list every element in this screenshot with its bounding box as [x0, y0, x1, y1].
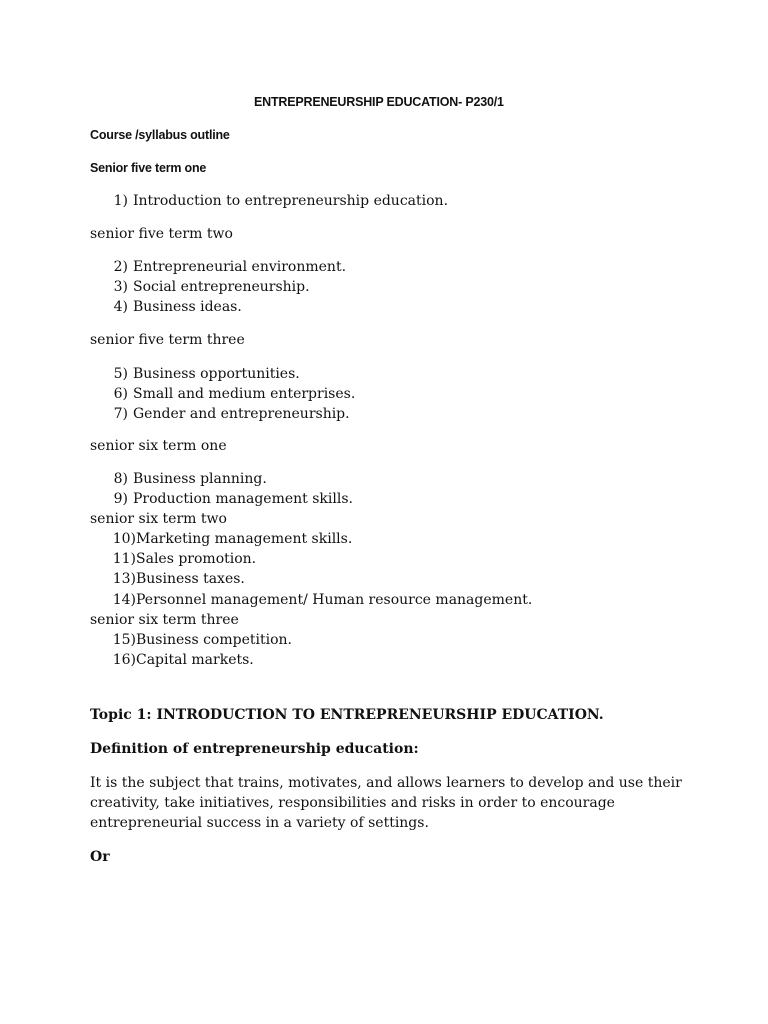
list-text: Introduction to entrepreneurship education.	[133, 193, 449, 209]
list-item	[106, 366, 300, 382]
list-text: Gender and entrepreneurship.	[133, 406, 350, 422]
section-heading-s5t2: senior five term two	[90, 226, 233, 242]
list-number: 14)	[112, 592, 136, 608]
list-item	[106, 571, 245, 587]
list-text: Sales promotion.	[136, 551, 257, 567]
list-number: 7)	[113, 406, 128, 422]
list-text: Capital markets.	[136, 652, 254, 668]
list-item	[106, 406, 350, 422]
list-item	[106, 279, 310, 295]
section-heading-s6t3: senior six term three	[90, 612, 239, 628]
list-item	[106, 652, 254, 668]
list-text: Business planning.	[133, 471, 267, 487]
list-text: Small and medium enterprises.	[133, 386, 356, 402]
definition-heading: Definition of entrepreneurship education:	[90, 741, 419, 757]
list-item	[106, 551, 256, 567]
list-number: 5)	[113, 366, 128, 382]
list-item	[106, 386, 355, 402]
list-item	[106, 299, 242, 315]
list-number: 11)	[112, 551, 136, 567]
section-heading-s5t3: senior five term three	[90, 332, 245, 348]
list-number: 15)	[112, 632, 136, 648]
list-number: 8)	[113, 471, 128, 487]
list-text: Production management skills.	[133, 491, 353, 507]
list-number: 2)	[113, 259, 128, 275]
list-item	[106, 531, 352, 547]
list-item	[106, 259, 346, 275]
section-heading-s5t1: Senior five term one	[90, 161, 207, 175]
list-text: Marketing management skills.	[136, 531, 353, 547]
list-text: Social entrepreneurship.	[133, 279, 310, 295]
list-text: Personnel management/ Human resource management.	[136, 592, 533, 608]
list-item	[106, 632, 292, 648]
list-item	[106, 491, 353, 507]
list-number: 3)	[113, 279, 128, 295]
document-title: ENTREPRENEURSHIP EDUCATION- P230/1	[254, 95, 504, 109]
list-number: 9)	[113, 491, 128, 507]
topic-heading: Topic 1: INTRODUCTION TO ENTREPRENEURSHIP EDUCATION.	[90, 707, 604, 723]
list-item	[106, 592, 532, 608]
list-number: 1)	[113, 193, 128, 209]
list-text: Business opportunities.	[133, 366, 300, 382]
list-item	[106, 471, 267, 487]
section-heading-s6t2: senior six term two	[90, 511, 227, 527]
list-item	[106, 193, 448, 209]
list-number: 4)	[113, 299, 128, 315]
list-text: Business ideas.	[133, 299, 242, 315]
list-number: 13)	[112, 571, 136, 587]
definition-paragraph: It is the subject that trains, motivates, and allows learners to develop and use their creativity, take initiatives, responsibilities and risks in order to encourage entrepreneurial success in a variety of settings.	[90, 775, 682, 831]
or-label: Or	[90, 849, 110, 865]
list-number: 16)	[112, 652, 136, 668]
list-text: Business taxes.	[136, 571, 245, 587]
list-text: Entrepreneurial environment.	[133, 259, 347, 275]
list-number: 10)	[112, 531, 136, 547]
section-heading-s6t1: senior six term one	[90, 438, 227, 454]
list-number: 6)	[113, 386, 128, 402]
list-text: Business competition.	[136, 632, 292, 648]
course-outline-label: Course /syllabus outline	[90, 128, 230, 142]
